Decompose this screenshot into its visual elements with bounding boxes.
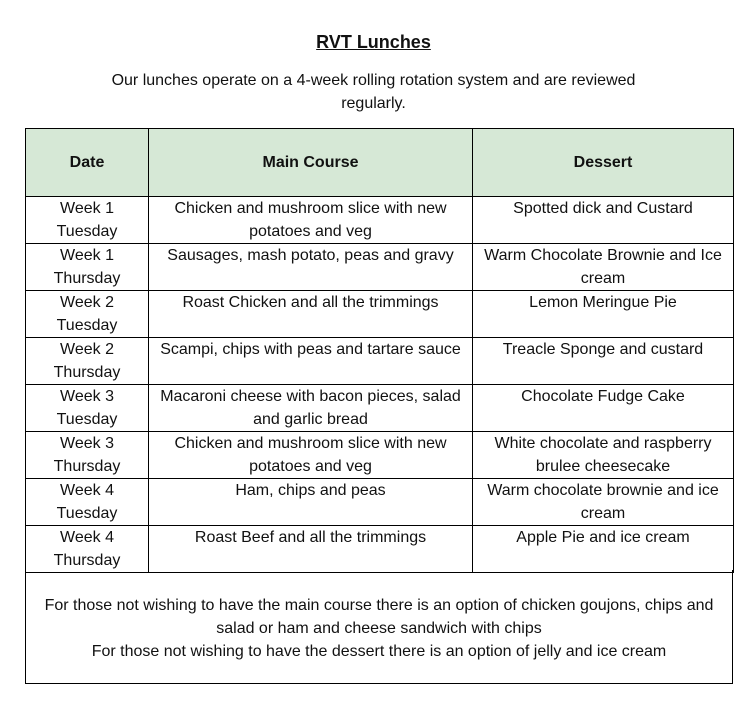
cell-main-course: Ham, chips and peas [149, 479, 473, 526]
cell-main-course: Chicken and mushroom slice with new potatoes and veg [149, 197, 473, 244]
main-course-alternative-text: For those not wishing to have the main course there is an option of chicken goujons, chips and salad or ham and cheese sandwich with chips [44, 597, 714, 637]
table-row [26, 291, 734, 338]
header-dessert: Dessert [473, 129, 734, 197]
cell-main-course: Roast Beef and all the trimmings [149, 526, 473, 573]
table-row [26, 479, 734, 526]
cell-main-course: Macaroni cheese with bacon pieces, salad and garlic bread [149, 385, 473, 432]
cell-date: Week 1 Tuesday [26, 197, 149, 244]
page-title: RVT Lunches [316, 32, 431, 52]
cell-date: Week 4 Tuesday [26, 479, 149, 526]
table-row [26, 244, 734, 291]
cell-date: Week 3 Thursday [26, 432, 149, 479]
lunch-menu-table [25, 128, 734, 573]
alternatives-note [25, 570, 733, 684]
cell-date: Week 3 Tuesday [26, 385, 149, 432]
table-row [26, 385, 734, 432]
cell-date: Week 4 Thursday [26, 526, 149, 573]
header-main-course: Main Course [149, 129, 473, 197]
cell-date: Week 2 Tuesday [26, 291, 149, 338]
cell-dessert: Spotted dick and Custard [473, 197, 734, 244]
cell-dessert: Warm Chocolate Brownie and Ice cream [473, 244, 734, 291]
cell-dessert: Apple Pie and ice cream [473, 526, 734, 573]
cell-dessert: Chocolate Fudge Cake [473, 385, 734, 432]
cell-main-course: Sausages, mash potato, peas and gravy [149, 244, 473, 291]
cell-main-course: Chicken and mushroom slice with new potatoes and veg [149, 432, 473, 479]
cell-dessert: Warm chocolate brownie and ice cream [473, 479, 734, 526]
table-row [26, 197, 734, 244]
table-row [26, 432, 734, 479]
header-date: Date [26, 129, 149, 197]
cell-dessert: Lemon Meringue Pie [473, 291, 734, 338]
table-header-row [26, 129, 734, 197]
cell-date: Week 2 Thursday [26, 338, 149, 385]
table-row [26, 526, 734, 573]
cell-dessert: White chocolate and raspberry brulee cheesecake [473, 432, 734, 479]
cell-date: Week 1 Thursday [26, 244, 149, 291]
cell-main-course: Roast Chicken and all the trimmings [149, 291, 473, 338]
table-row [26, 338, 734, 385]
cell-dessert: Treacle Sponge and custard [473, 338, 734, 385]
intro-text: Our lunches operate on a 4-week rolling rotation system and are reviewed regularly. [111, 72, 636, 112]
dessert-alternative-text: For those not wishing to have the dessert there is an option of jelly and ice cream [91, 643, 667, 660]
cell-main-course: Scampi, chips with peas and tartare sauce [149, 338, 473, 385]
